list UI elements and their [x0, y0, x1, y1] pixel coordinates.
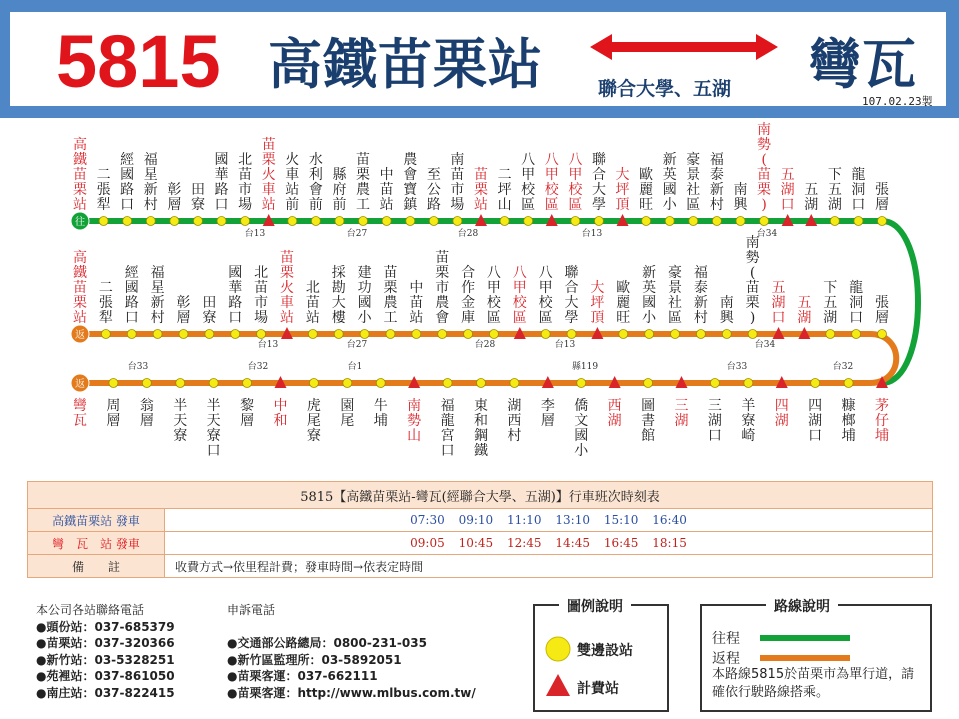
stop-label: 羊寮崎: [741, 398, 756, 444]
stop-label: 合作金庫: [461, 265, 476, 326]
stop-label: 國華路口: [228, 265, 243, 326]
bus-stop: [101, 330, 110, 339]
stop-label: 福泰新村: [693, 265, 708, 326]
bus-stop: [744, 379, 753, 388]
departure-times: [165, 509, 933, 532]
road-label: 台13: [581, 229, 603, 239]
bus-stop: [710, 379, 719, 388]
stop-label: 南苗市場: [450, 152, 465, 213]
road-label: 台13: [244, 229, 266, 239]
contact-list: [36, 602, 175, 701]
stop-label: 新英國小: [642, 265, 657, 326]
bus-stop: [99, 217, 108, 226]
bus-stop: [453, 217, 462, 226]
legend-toll: 計費站: [577, 681, 619, 697]
row-label: 彎 瓦 站 發車: [28, 532, 165, 555]
stop-label: 苗栗市農會: [435, 250, 450, 326]
badge-outbound-text: 往: [75, 217, 85, 228]
stop-label: 北苗市場: [238, 152, 253, 213]
road-label: 縣119: [571, 362, 599, 372]
road-label: 台1: [347, 362, 363, 372]
stop-label: 圖書館: [641, 398, 656, 444]
bus-stop: [231, 330, 240, 339]
stop-label: 龍洞口: [849, 280, 864, 326]
route-note-title: 路線說明: [766, 596, 838, 616]
bus-stop: [844, 379, 853, 388]
stop-label: 茅仔埔: [875, 398, 889, 444]
stop-label: 半天寮: [173, 398, 188, 444]
stop-label: 五湖口: [780, 167, 795, 213]
road-label: 台13: [554, 340, 576, 350]
stop-label: 南勢(苗栗): [745, 235, 760, 326]
stop-label: 半天寮口: [206, 398, 221, 459]
stop-label: 採勘大樓: [331, 265, 346, 326]
time-cell: 13:10: [555, 513, 590, 527]
time-cell: 14:45: [555, 536, 590, 550]
complaint-heading: 申訴電話: [227, 603, 276, 617]
stop-label: 苗栗農工: [383, 265, 398, 326]
route-stops: [71, 212, 888, 392]
stop-label: 二張犁: [96, 167, 111, 213]
stop-label: 大坪頂: [615, 167, 630, 213]
table-row: [28, 555, 933, 578]
time-cell: 10:45: [458, 536, 494, 550]
legend-title: 圖例說明: [559, 596, 631, 616]
stop-label: 豪景社區: [668, 265, 683, 326]
stop-label: 五湖口: [771, 280, 786, 326]
stop-marker-icon: [543, 634, 573, 664]
departure-times: [165, 532, 933, 555]
stop-label: 福星新村: [143, 152, 158, 213]
stop-label: 八甲校區: [544, 152, 559, 213]
bus-stop: [209, 379, 218, 388]
stop-label: 豪景社區: [686, 152, 701, 213]
stop-label: 苗栗農工: [356, 152, 371, 213]
bus-stop: [671, 330, 680, 339]
stop-label: 周層: [106, 398, 121, 429]
stop-label: 新英國小: [662, 152, 677, 213]
stop-label: 下五湖: [827, 167, 842, 213]
stop-label: 苗栗火車站: [279, 250, 294, 326]
bus-stop: [382, 217, 391, 226]
stop-label: 虎尾寮: [306, 398, 321, 444]
contact-item: ●苗栗站：037-320366: [36, 636, 175, 650]
road-label: 台27: [346, 340, 368, 350]
stop-label: 歐麗旺: [616, 280, 631, 326]
stop-label: 經國路口: [124, 265, 139, 326]
bus-stop: [438, 330, 447, 339]
bus-stop: [311, 217, 320, 226]
stop-label: 縣府前: [332, 167, 347, 213]
stop-label: 四湖: [774, 398, 789, 429]
stop-label: 福泰新村: [709, 152, 724, 213]
bus-stop: [760, 217, 769, 226]
stop-label: 建功國小: [357, 265, 372, 326]
stop-label: 李層: [540, 398, 555, 429]
stop-label: 農會寶鎮: [403, 152, 418, 213]
bus-stop: [343, 379, 352, 388]
stop-label: 大坪頂: [590, 280, 605, 326]
bus-stop: [811, 379, 820, 388]
stop-label: 中苗站: [379, 167, 394, 213]
time-cell: 15:10: [603, 513, 639, 527]
time-cell: 07:30: [410, 513, 445, 527]
bus-stop: [619, 330, 628, 339]
stop-label: 張層: [875, 295, 889, 326]
toll-marker-icon: [545, 672, 571, 698]
road-label: 台33: [127, 362, 149, 372]
stop-label: 四湖口: [808, 398, 823, 444]
bus-stop: [736, 217, 745, 226]
road-label: 台32: [247, 362, 269, 372]
bus-stop: [722, 330, 731, 339]
badge-return-text: 返: [75, 330, 85, 341]
stop-label: 八甲校區: [568, 152, 583, 213]
stop-label: 經國路口: [120, 152, 135, 213]
stop-label: 田寮: [202, 295, 217, 326]
route-note-text: 本路線5815於苗栗市為單行道，請確依行駛路線搭乘。: [712, 667, 915, 700]
bus-stop: [644, 379, 653, 388]
bus-stop: [571, 217, 580, 226]
road-label: 台13: [257, 340, 279, 350]
stop-label: 南興: [733, 182, 748, 213]
stop-label: 福龍宮口: [440, 398, 455, 459]
bus-stop: [443, 379, 452, 388]
road-label: 台34: [754, 340, 776, 350]
bus-stop: [645, 330, 654, 339]
bus-stop: [146, 217, 155, 226]
contact-item: ●頭份站：037-685379: [36, 619, 175, 634]
stop-label: 彎瓦: [73, 398, 87, 429]
stop-label: 下五湖: [823, 280, 838, 326]
complaint-item: ●新竹區監理所：03-5892051: [227, 652, 402, 667]
bus-stop: [142, 379, 151, 388]
bus-stop: [257, 330, 266, 339]
complaint-item: ●苗栗客運：http://www.mlbus.com.tw/: [227, 685, 476, 700]
double-arrow-icon: [590, 34, 778, 60]
bus-stop: [594, 217, 603, 226]
legend-box: [533, 599, 669, 712]
stop-label: 中和: [273, 398, 288, 429]
bus-stop: [696, 330, 705, 339]
stop-label: 張層: [875, 182, 889, 213]
outbound-swatch: [760, 635, 850, 641]
bus-stop: [524, 217, 533, 226]
header-banner: [0, 0, 959, 118]
bus-stop: [477, 379, 486, 388]
stop-label: 園尾: [340, 398, 355, 429]
route-map: [0, 118, 959, 478]
road-label: 台32: [832, 362, 854, 372]
time-cell: 09:10: [458, 513, 494, 527]
stop-label: 八甲校區: [512, 265, 527, 326]
bus-stop: [334, 330, 343, 339]
bus-stop: [179, 330, 188, 339]
bus-stop: [376, 379, 385, 388]
stop-label: 糠榔埔: [841, 398, 856, 444]
road-label: 台33: [726, 362, 748, 372]
complaint-list: [227, 602, 476, 701]
bus-stop: [642, 217, 651, 226]
bus-stop: [359, 217, 368, 226]
bus-stop: [309, 379, 318, 388]
bus-stop: [241, 217, 250, 226]
stop-label: 福星新村: [150, 265, 165, 326]
stop-label: 苗栗火車站: [261, 137, 276, 213]
stop-label: 東和鋼鐵: [474, 398, 488, 459]
route-note-box: [700, 599, 932, 712]
stop-label: 國華路口: [214, 152, 229, 213]
bus-stop: [665, 217, 674, 226]
bus-stop: [748, 330, 757, 339]
bus-stop: [689, 217, 698, 226]
contact-heading: 本公司各站聯絡電話: [36, 603, 145, 617]
stop-label: 黎層: [240, 398, 255, 429]
return-label: 返程: [712, 651, 740, 667]
stop-label: 三湖: [674, 398, 689, 429]
stop-label: 高鐵苗栗站: [73, 250, 87, 326]
stop-label: 龍洞口: [851, 167, 866, 213]
stop-label: 中苗站: [409, 280, 424, 326]
contact-item: ●南庄站：037-822415: [36, 685, 175, 700]
header-panel: [10, 12, 946, 106]
timetable-title: 5815【高鐵苗栗站-彎瓦(經聯合大學、五湖)】行車班次時刻表: [28, 482, 933, 509]
bus-stop: [123, 217, 132, 226]
road-label: 台34: [756, 229, 778, 239]
road-label: 台27: [346, 229, 368, 239]
bus-stop: [489, 330, 498, 339]
bus-stop: [217, 217, 226, 226]
stop-label: 牛埔: [373, 398, 388, 429]
contact-item: ●苑裡站：037-861050: [36, 669, 175, 683]
complaint-item: ●交通部公路總局：0800-231-035: [227, 636, 427, 650]
stop-label: 火車站前: [285, 152, 300, 213]
time-cell: 18:15: [652, 536, 687, 550]
stop-label: 聯合大學: [564, 265, 579, 326]
legend-both-sides: 雙邊設站: [577, 643, 633, 659]
stop-label: 南興: [719, 295, 734, 326]
note-text: 收費方式→依里程計費；發車時間→依表定時間: [165, 555, 933, 578]
route-number: 5815: [56, 20, 221, 103]
stop-label: 彰層: [176, 295, 191, 326]
row-label: 高鐵苗栗站 發車: [28, 509, 165, 532]
stop-label: 田寮: [190, 182, 205, 213]
stop-label: 五湖: [804, 182, 819, 213]
stop-label: 至公路: [426, 167, 441, 213]
bus-stop: [406, 217, 415, 226]
stop-label: 二張犁: [98, 280, 113, 326]
stop-label: 僑文國小: [574, 398, 589, 459]
stop-label: 翁層: [139, 398, 154, 429]
stop-label: 西湖: [607, 398, 622, 429]
bus-stop: [541, 330, 550, 339]
stop-label: 水利會前: [308, 152, 323, 213]
stop-label: 高鐵苗栗站: [73, 137, 87, 213]
bus-stop: [308, 330, 317, 339]
table-row: [28, 509, 933, 532]
bus-stop: [878, 330, 887, 339]
bus-stop: [193, 217, 202, 226]
bus-stop: [830, 217, 839, 226]
note-label: 備 註: [28, 555, 165, 578]
time-cell: 11:10: [506, 513, 542, 527]
badge-return-text: 返: [75, 379, 85, 390]
bus-stop: [109, 379, 118, 388]
stop-label: 歐麗旺: [639, 167, 654, 213]
table-row: [28, 532, 933, 555]
bus-stop: [567, 330, 576, 339]
bus-stop: [500, 217, 509, 226]
stop-label: 聯合大學: [591, 152, 606, 213]
stop-label: 八甲校區: [521, 152, 536, 213]
bus-stop: [243, 379, 252, 388]
bus-stop: [854, 217, 863, 226]
bus-stop: [153, 330, 162, 339]
time-cell: 16:40: [652, 513, 687, 527]
route-destination: 彎瓦: [808, 33, 916, 96]
return-swatch: [760, 655, 850, 661]
bus-stop: [878, 217, 887, 226]
bus-stop: [386, 330, 395, 339]
bus-stop: [826, 330, 835, 339]
bus-stop: [510, 379, 519, 388]
road-label: 台28: [457, 229, 479, 239]
contact-item: ●新竹站：03-5328251: [36, 652, 175, 667]
stop-label: 三湖口: [707, 398, 722, 444]
stop-label: 湖西村: [507, 398, 522, 444]
stop-label: 北苗站: [305, 280, 320, 326]
bus-stop: [412, 330, 421, 339]
bus-stop: [176, 379, 185, 388]
route-via: 聯合大學、五湖: [598, 78, 732, 100]
road-label: 台28: [474, 340, 496, 350]
time-cell: 12:45: [506, 536, 542, 550]
time-cell: 09:05: [410, 536, 445, 550]
bus-stop: [288, 217, 297, 226]
stop-label: 二坪山: [497, 167, 512, 213]
stop-label: 北苗市場: [254, 265, 269, 326]
bus-stop: [205, 330, 214, 339]
stop-label: 苗栗站: [474, 167, 488, 213]
stop-label: 彰層: [167, 182, 182, 213]
timetable: [27, 481, 933, 578]
stop-label: 南勢(苗栗): [757, 122, 772, 213]
bus-stop: [170, 217, 179, 226]
bus-stop: [360, 330, 369, 339]
stop-label: 五湖: [797, 295, 812, 326]
bus-stop: [127, 330, 136, 339]
complaint-item: ●苗栗客運：037-662111: [227, 669, 378, 683]
stop-label: 南勢山: [407, 398, 422, 444]
bus-stop: [335, 217, 344, 226]
bus-stop: [429, 217, 438, 226]
time-cell: 16:45: [603, 536, 639, 550]
outbound-label: 往程: [712, 631, 740, 647]
route-labels: [73, 121, 889, 459]
bus-stop: [712, 217, 721, 226]
bus-stop: [577, 379, 586, 388]
stop-label: 八甲校區: [486, 265, 501, 326]
stop-label: 八甲校區: [538, 265, 553, 326]
bus-stop: [852, 330, 861, 339]
route-origin: 高鐵苗栗站: [268, 33, 543, 96]
print-date: 107.02.23製: [862, 95, 933, 108]
bus-stop: [464, 330, 473, 339]
